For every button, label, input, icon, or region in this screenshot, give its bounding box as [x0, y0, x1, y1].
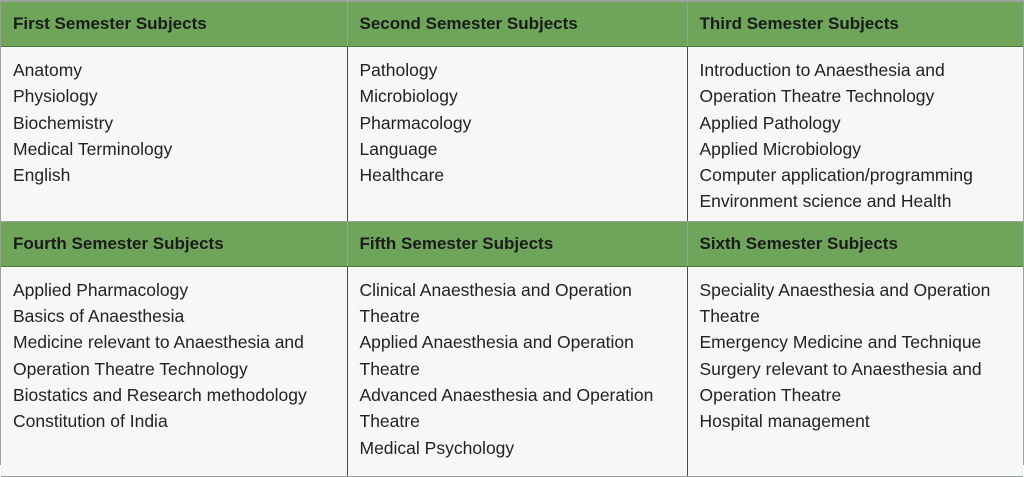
subject-item: Introduction to Anaesthesia and Operation Theatre Technology: [699, 60, 945, 107]
subjects-grid: [1, 1, 1023, 477]
subject-item: Pathology: [359, 60, 438, 80]
sixth-semester-subjects: [687, 266, 1023, 476]
subject-item: Language: [359, 138, 438, 159]
fifth-semester-subjects: [347, 266, 687, 476]
first-semester-subjects: [1, 47, 347, 222]
subject-item: Advanced Anaesthesia and Operation Theatre: [359, 384, 654, 432]
subject-item: Applied Microbiology: [699, 138, 861, 159]
fourth-semester-subjects: [1, 266, 347, 476]
subject-item: Biostatics and Research methodology: [13, 384, 307, 405]
subject-item: Hospital management: [699, 411, 870, 432]
header-row: [1, 2, 1023, 47]
subject-item: Microbiology: [359, 86, 458, 107]
third-semester-header: Third Semester Subjects: [687, 2, 1023, 47]
subject-item: Pharmacology: [359, 112, 472, 133]
subject-item: Biochemistry: [13, 112, 114, 133]
header-row: [1, 221, 1023, 266]
second-semester-subjects: [347, 47, 687, 222]
subject-item: Healthcare: [359, 165, 445, 186]
subject-item: Computer application/programming: [699, 165, 973, 186]
subject-item: Applied Anaesthesia and Operation Theatre: [359, 332, 634, 379]
third-semester-subjects: [687, 47, 1023, 222]
subject-item: Anatomy: [13, 60, 83, 80]
subject-item: English: [13, 165, 71, 186]
subject-item: Basics of Anaesthesia: [13, 306, 185, 327]
fifth-semester-header: Fifth Semester Subjects: [347, 221, 687, 266]
subject-item: Medicine relevant to Anaesthesia and Operation Theatre Technology: [13, 332, 304, 379]
subject-item: Speciality Anaesthesia and Operation Theatre: [699, 279, 991, 327]
fourth-semester-header: Fourth Semester Subjects: [1, 221, 347, 266]
subject-item: Emergency Medicine and Technique: [699, 332, 982, 353]
subject-item: Environment science and Health: [699, 191, 952, 212]
subjects-row: [1, 47, 1023, 222]
subject-item: Clinical Anaesthesia and Operation Theatre: [359, 279, 632, 327]
sixth-semester-header: Sixth Semester Subjects: [687, 221, 1023, 266]
subject-item: Applied Pharmacology: [13, 279, 189, 300]
subject-item: Medical Psychology: [359, 437, 515, 458]
subjects-row: [1, 266, 1023, 476]
first-semester-header: First Semester Subjects: [1, 2, 347, 47]
subject-item: Medical Terminology: [13, 138, 173, 159]
second-semester-header: Second Semester Subjects: [347, 2, 687, 47]
subject-item: Constitution of India: [13, 411, 168, 432]
subject-item: Physiology: [13, 86, 98, 107]
subject-item: Applied Pathology: [699, 112, 841, 133]
subject-item: Surgery relevant to Anaesthesia and Operation Theatre: [699, 358, 982, 405]
